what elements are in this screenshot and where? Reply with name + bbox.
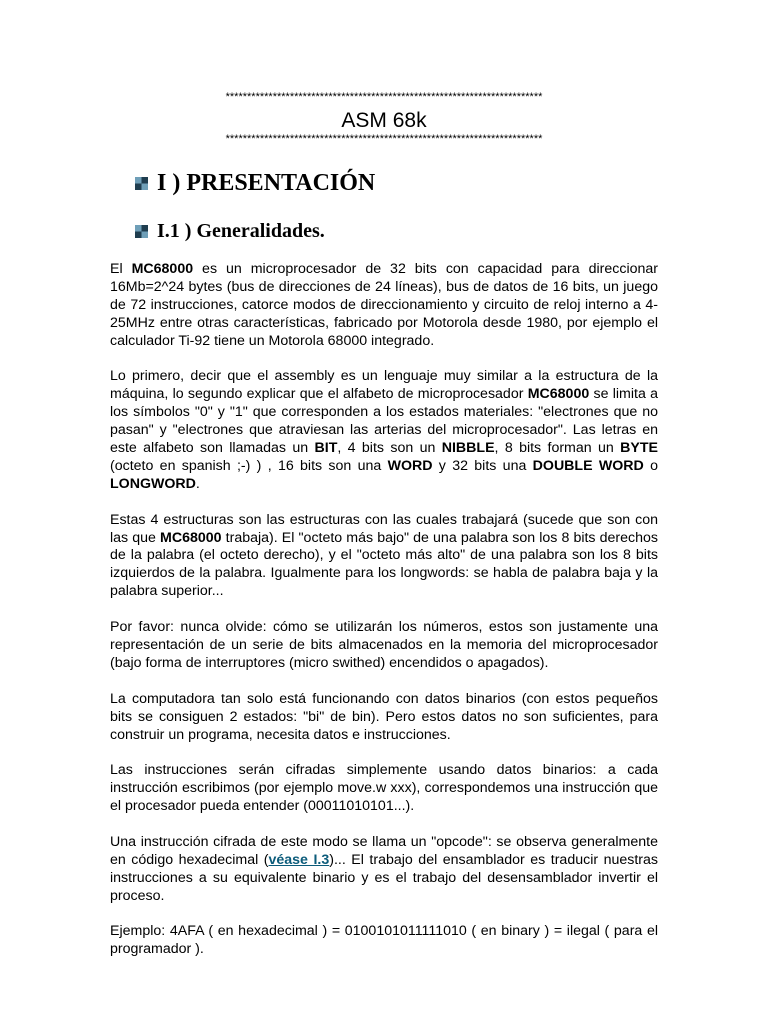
paragraph	[110, 691, 658, 745]
text-run: es un microprocesador de 32 bits con capacidad para direccionar 16Mb=2^24 bytes (bus de direcciones de 24 líneas), bus de datos de 16 bits, un juego de 72 instrucciones, catorce modos de direccionamiento y circuito de reloj interno a 4-25MHz entre otras características, fabricado por Motorola desde 1980, por ejemplo el calculador Ti-92 tiene un Motorola 68000 integrado.	[110, 261, 659, 349]
paragraph	[110, 923, 658, 959]
star-rule-bottom: **************************************************************************	[225, 134, 543, 145]
star-rule-top: **************************************************************************	[225, 92, 543, 103]
subsection-heading-text: I.1 ) Generalidades.	[157, 220, 325, 242]
text-run: se limita a los símbolos "0" y "1" que corresponden a los estados materiales: "electrones que no pasan" y "electrones que atraviesan las arterias del microprocesador". Las letras en este alfabeto son llamadas un	[110, 386, 658, 457]
text-run: (octeto en spanish ;-) ) , 16 bits son una	[110, 457, 388, 474]
section-heading	[135, 168, 375, 198]
bold-term: DOUBLE WORD	[532, 457, 644, 474]
text-run: Lo primero, decir que el assembly es un lenguaje muy similar a la estructura de la máquina, lo segundo explicar que el alfabeto de microprocesador	[110, 368, 658, 403]
text-run: La computadora tan solo está funcionando con datos binarios (con estos pequeños bits se consiguen 2 estados: "bi" de bin). Pero estos datos no son suficientes, para construir un programa, necesita datos e instrucciones.	[110, 690, 658, 743]
text-run: Ejemplo: 4AFA ( en hexadecimal ) = 0100101011111010 ( en binary ) = ilegal ( para el programador ).	[110, 923, 658, 958]
bold-term: MC68000	[131, 261, 194, 277]
bold-term: MC68000	[527, 386, 590, 403]
text-run: o	[643, 457, 658, 474]
text-run: Por favor: nunca olvide: cómo se utilizarán los números, estos son justamente una representación de un serie de bits almacenados en la memoria del microprocesador (bajo forma de interruptores (micro swithed) encendidos o apagados).	[110, 619, 658, 671]
text-run: Las instrucciones serán cifradas simplemente usando datos binarios: a cada instrucción escribimos (por ejemplo move.w xxx), correspondemos una instrucción que el procesador pueda entender (00011010101...).	[110, 762, 658, 815]
bold-term: BIT	[314, 440, 338, 457]
square-bullet-icon	[135, 225, 148, 238]
text-run: El	[110, 261, 132, 277]
paragraph	[110, 512, 658, 602]
section-heading-text: I ) PRESENTACIÓN	[157, 170, 376, 196]
paragraph	[110, 368, 658, 493]
bold-term: MC68000	[160, 529, 222, 546]
bold-term: LONGWORD	[110, 475, 196, 492]
text-run: Estas 4 estructuras son las estructuras con las cuales trabajará (sucede que son con las que	[110, 511, 658, 546]
document-title: ASM 68k	[341, 109, 427, 132]
cross-reference-link[interactable]: véase I.3	[268, 851, 330, 868]
paragraph	[110, 261, 658, 351]
bold-term: NIBBLE	[441, 440, 495, 457]
text-run: , 4 bits son un	[337, 440, 442, 457]
text-run: , 8 bits forman un	[494, 440, 621, 457]
text-run: Una instrucción cifrada de este modo se llama un "opcode": se observa generalmente en código hexadecimal (	[110, 833, 658, 868]
paragraph	[110, 834, 658, 906]
square-bullet-icon	[135, 177, 148, 190]
body-text	[110, 261, 658, 977]
paragraph	[110, 619, 658, 673]
text-run: y 32 bits una	[432, 457, 533, 474]
subsection-heading	[135, 218, 325, 244]
text-run: trabaja). El "octeto más bajo" de una palabra son los 8 bits derechos de la palabra (el octeto derecho), y el "octeto más alto" de una palabra son los 8 bits izquierdos de la palabra. Igualmente para los longwords: se habla de palabra baja y la palabra superior...	[110, 529, 658, 600]
paragraph	[110, 762, 658, 816]
bold-term: WORD	[387, 457, 433, 474]
text-run: .	[195, 475, 200, 492]
bold-term: BYTE	[620, 440, 658, 457]
text-run: )... El trabajo del ensamblador es traducir nuestras instrucciones a su equivalente binario y es el trabajo del desensamblador invertir el proceso.	[110, 851, 658, 904]
